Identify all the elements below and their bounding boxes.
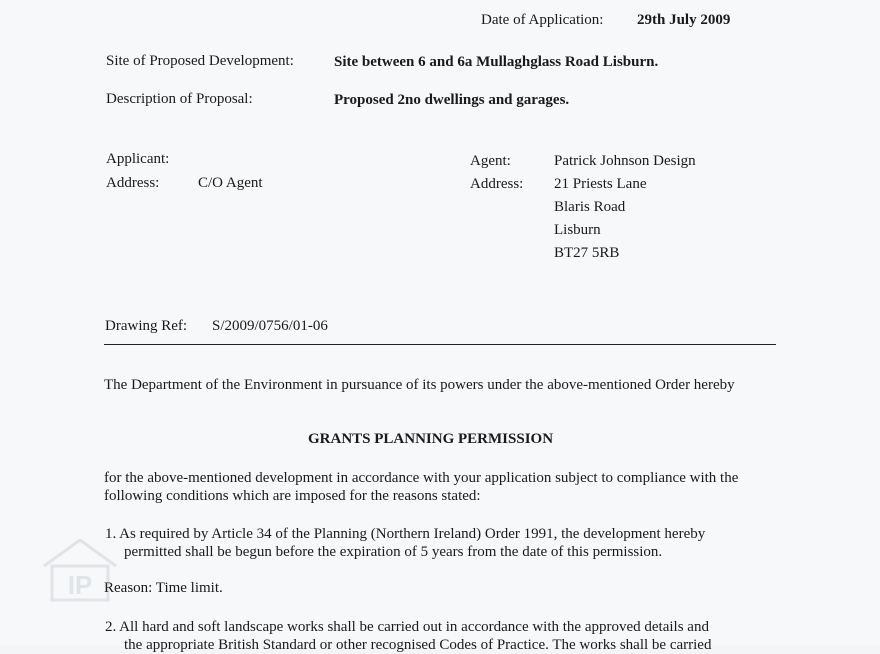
condition-2-line-2: the appropriate British Standard or other recognised Codes of Practice. The works shall be carried [124,637,712,653]
proposal-label: Description of Proposal: [106,91,253,107]
agent-address-line: 21 Priests Lane [554,176,647,192]
section-divider [104,344,776,345]
conditions-intro: for the above-mentioned development in accordance with your application subject to compliance with the following conditions which are imposed for the reasons stated: [104,470,739,504]
date-label: Date of Application: [481,12,604,28]
agent-label: Agent: [470,153,511,169]
applicant-address-value: C/O Agent [198,175,263,191]
drawing-ref-value: S/2009/0756/01-06 [212,318,328,334]
date-value: 29th July 2009 [637,12,731,28]
reason-1: Reason: Time limit. [104,580,223,596]
watermark-logo-icon [40,536,120,602]
agent-name: Patrick Johnson Design [554,153,696,169]
proposal-value: Proposed 2no dwellings and garages. [334,92,570,108]
applicant-address-label: Address: [106,175,160,191]
applicant-label: Applicant: [106,151,170,167]
grant-heading: GRANTS PLANNING PERMISSION [308,431,554,447]
condition-1-line-2: permitted shall be begun before the expiration of 5 years from the date of this permission. [124,544,663,560]
site-label: Site of Proposed Development: [106,53,294,69]
condition-1-line-1: 1. As required by Article 34 of the Planning (Northern Ireland) Order 1991, the development hereby [105,526,706,542]
watermark-text: IP [67,570,93,600]
agent-address-line: BT27 5RB [554,245,620,261]
agent-address-line: Lisburn [554,222,601,238]
site-value: Site between 6 and 6a Mullaghglass Road Lisburn. [334,54,659,70]
condition-2-line-1: 2. All hard and soft landscape works shall be carried out in accordance with the approved details and [105,619,709,635]
drawing-ref-label: Drawing Ref: [105,318,188,334]
intro-paragraph: The Department of the Environment in pursuance of its powers under the above-mentioned Order hereby [104,377,735,393]
agent-address-label: Address: [470,176,524,192]
agent-address-line: Blaris Road [554,199,626,215]
